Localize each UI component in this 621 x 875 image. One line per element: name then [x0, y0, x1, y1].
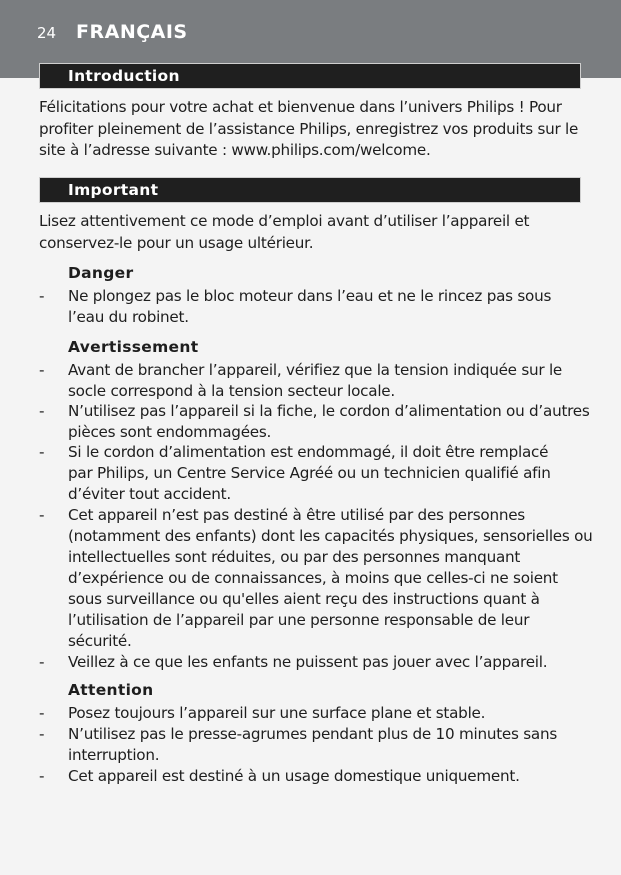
- item-line: l’utilisation de l’appareil par une personne responsable de leur: [68, 611, 530, 629]
- caution-heading: Attention: [68, 681, 154, 699]
- bullet-dash: -: [39, 402, 45, 420]
- item-line: intellectuelles sont réduites, ou par des personnes manquant: [68, 548, 521, 566]
- paragraph-line: conservez-le pour un usage ultérieur.: [39, 233, 314, 252]
- item-line: sous surveillance ou qu'elles aient reçu des instructions quant à: [68, 590, 540, 608]
- section-title-important: Important: [68, 181, 159, 199]
- bullet-dash: -: [39, 361, 45, 379]
- item-line: Si le cordon d’alimentation est endommagé, il doit être remplacé: [68, 443, 549, 461]
- bullet-dash: -: [39, 725, 45, 743]
- item-line: Ne plongez pas le bloc moteur dans l’eau et ne le rincez pas sous: [68, 287, 552, 305]
- item-line: Veillez à ce que les enfants ne puissent pas jouer avec l’appareil.: [68, 653, 548, 671]
- item-line: sécurité.: [68, 632, 132, 650]
- item-line: d’éviter tout accident.: [68, 485, 231, 503]
- item-line: Avant de brancher l’appareil, vérifiez que la tension indiquée sur le: [68, 361, 563, 379]
- bullet-dash: -: [39, 653, 45, 671]
- item-line: l’eau du robinet.: [68, 308, 189, 326]
- item-line: Cet appareil est destiné à un usage domestique uniquement.: [68, 767, 520, 785]
- danger-heading: Danger: [68, 264, 134, 282]
- paragraph-line: site à l’adresse suivante : www.philips.com/welcome.: [39, 141, 431, 159]
- bullet-dash: -: [39, 506, 45, 524]
- item-line: (notamment des enfants) dont les capacités physiques, sensorielles ou: [68, 527, 593, 545]
- item-line: N’utilisez pas le presse-agrumes pendant plus de 10 minutes sans: [68, 725, 558, 743]
- bullet-dash: -: [39, 287, 45, 305]
- item-line: socle correspond à la tension secteur locale.: [68, 382, 395, 400]
- warning-heading: Avertissement: [68, 338, 199, 356]
- section-bar-introduction: [39, 63, 581, 89]
- item-line: d’expérience ou de connaissances, à moins que celles-ci ne soient: [68, 569, 558, 587]
- language-title: FRANÇAIS: [76, 21, 188, 43]
- item-line: interruption.: [68, 746, 160, 764]
- important-paragraph: [39, 211, 587, 254]
- item-line: Cet appareil n’est pas destiné à être utilisé par des personnes: [68, 506, 525, 524]
- introduction-paragraph: [39, 97, 587, 162]
- bullet-dash: -: [39, 767, 45, 785]
- bullet-dash: -: [39, 704, 45, 722]
- paragraph-line: Lisez attentivement ce mode d’emploi avant d’utiliser l’appareil et: [39, 212, 530, 230]
- item-line: par Philips, un Centre Service Agréé ou un technicien qualifié afin: [68, 464, 551, 482]
- bullet-dash: -: [39, 443, 45, 461]
- item-line: Posez toujours l’appareil sur une surface plane et stable.: [68, 704, 486, 722]
- item-line: pièces sont endommagées.: [68, 423, 272, 441]
- section-title-introduction: Introduction: [68, 67, 180, 85]
- item-line: N’utilisez pas l’appareil si la fiche, le cordon d’alimentation ou d’autres: [68, 402, 590, 420]
- paragraph-line: Félicitations pour votre achat et bienvenue dans l’univers Philips ! Pour: [39, 98, 562, 116]
- section-bar-important: [39, 177, 581, 203]
- page-number: 24: [37, 24, 57, 42]
- paragraph-line: profiter pleinement de l’assistance Philips, enregistrez vos produits sur le: [39, 119, 579, 138]
